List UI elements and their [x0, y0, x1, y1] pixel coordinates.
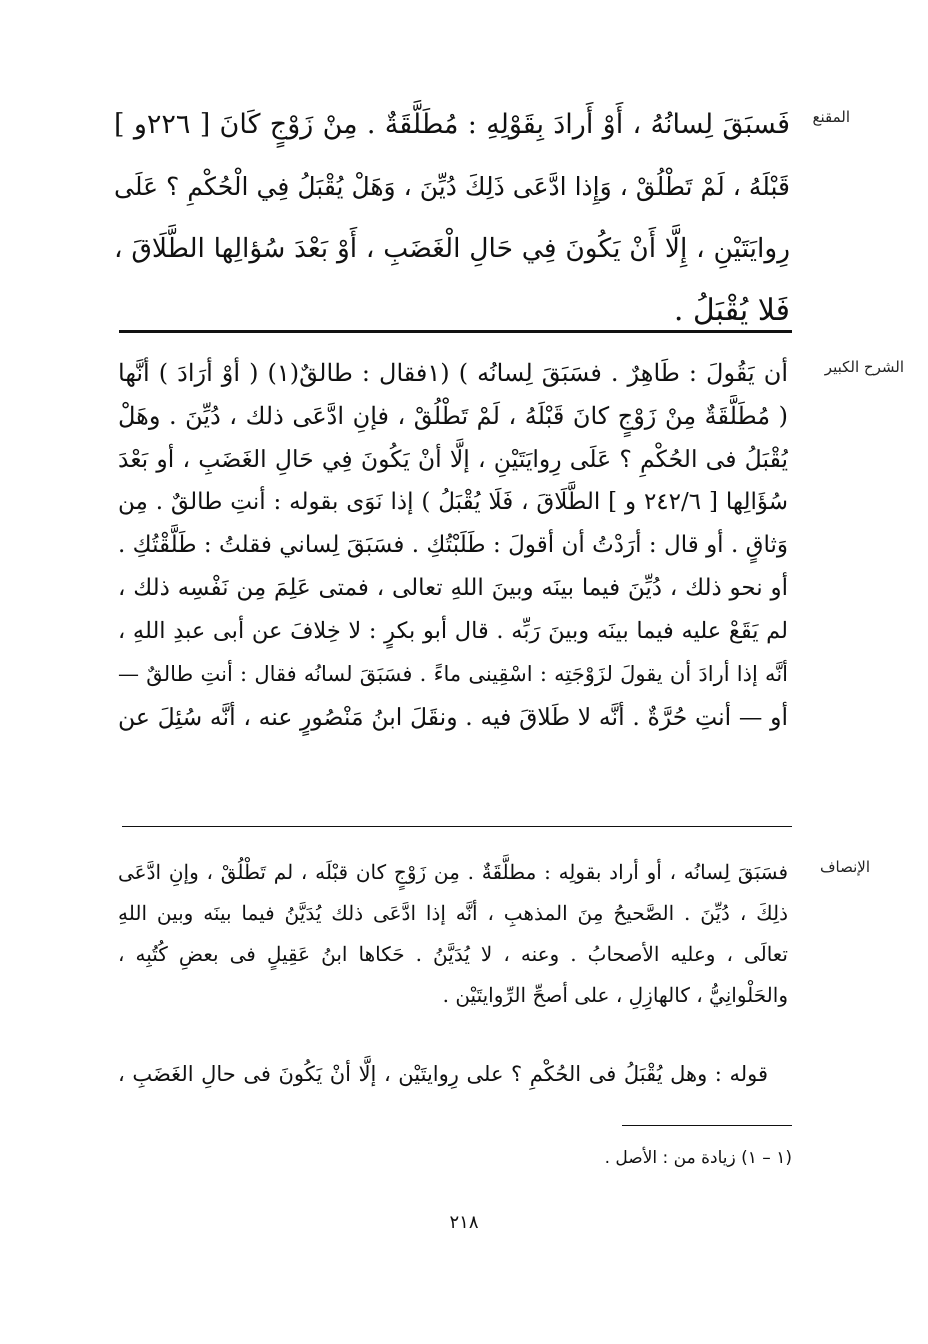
- sharh-line: لم يَقَعْ عليه فيما بينَه وبينَ رَبِّه . قال أبو بكرٍ : لا خِلافَ عن أبى عبدِ اللهِ ،: [118, 618, 788, 644]
- sharh-line: أو نحو ذلك ، دُيِّنَ فيما بينَه وبينَ اللهِ تعالى ، فمتى عَلِمَ مِن نَفْسِه ذلك ،: [118, 575, 788, 601]
- qawl-line: قوله : وهل يُقْبَلُ فى الحُكْمِ ؟ على رِوايتَيْن ، إلَّا أنْ يَكُونَ فى حالِ الغَضَبِ ،: [118, 1062, 768, 1086]
- label-insaf: الإنصاف: [819, 858, 870, 876]
- insaf-line: تعالَى ، وعليه الأصحابُ . وعنه ، لا يُدَيَّنُ . حَكاها ابنُ عَقِيلٍ فى بعضِ كُتُبِه ،: [118, 942, 788, 966]
- footnote-divider: [622, 1125, 792, 1126]
- insaf-text: [118, 852, 788, 1016]
- sharh-line: أن يَقُولَ : طَاهِرٌ . فسَبَقَ لِسانُه ) (١فقال : طالقٌ(١) ( أوْ أرَادَ ) أنَّها: [118, 359, 788, 387]
- sharh-line: يُقْبَلُ فى الحُكْمِ ؟ عَلَى رِوايَتَيْنِ ، إلَّا أنْ يَكُونَ فِي حَالِ الغَضَبِ ، أو بَعْدَ: [118, 445, 788, 473]
- page-number: ٢١٨: [449, 1212, 479, 1233]
- muqni-line: رِوايَتَيْنِ ، إِلَّا أَنْ يَكُونَ فِي حَالِ الْغَضَبِ ، أَوْ بَعْدَ سُؤالِها الطَّلَاقَ ،: [114, 233, 790, 264]
- qawl-text: [118, 1054, 768, 1095]
- label-sharh: الشرح الكبير: [824, 358, 904, 376]
- muqni-text: [114, 94, 790, 342]
- insaf-line: فسَبَقَ لِسانُه ، أو أراد بقولِه : مطلَّقَةٌ . مِن زَوْجٍ كان قبْلَه ، لم تَطْلُقْ ، وإنِ ادَّعَى: [118, 860, 788, 884]
- insaf-line: والحَلْوانِيُّ ، كالهازِلِ ، على أصحِّ الرِّوايتَيْن .: [442, 983, 788, 1007]
- sharh-line: وَثاقٍ . أو قال : أرَدْتُ أن أقولَ : طَلَبْتُكِ . فسَبَقَ لِساني فقلتُ : طَلَّقْتُكِ .: [118, 532, 788, 558]
- section-divider-thick: [119, 330, 792, 333]
- insaf-line: ذلِكَ ، دُيِّنَ . الصَّحيحُ مِنَ المذهبِ ، أنَّه إذا ادَّعَى ذلك يُدَيَّنُ فيما بينَه وبين اللهِ: [118, 901, 788, 925]
- muqni-line: فَسبَقَ لِسانُهُ ، أَوْ أَرادَ بِقَوْلِهِ : مُطَلَّقَةٌ . مِنْ زَوْجٍ كَانَ [ ٢٢٦و ]: [114, 109, 790, 140]
- sharh-line: أو — أنتِ حُرَّةٌ . أنَّه لا طَلاقَ فيه . ونقَلَ ابنُ مَنْصُورٍ عنه ، أنَّه سُئِلَ عن: [118, 703, 788, 731]
- muqni-line: فَلا يُقْبَلُ .: [673, 293, 790, 328]
- sharh-line: ( مُطَلَّقَةٌ مِنْ زَوْجٍ كانَ قَبْلَهُ ، لَمْ تَطْلُقْ ، فإنِ ادَّعَى ذلك ، دُيِّنَ . وهَلْ: [118, 402, 788, 430]
- section-divider-thin: [122, 826, 792, 827]
- footnote: (١ – ١) زيادة من : الأصل .: [604, 1148, 792, 1168]
- sharh-line: أنَّه إذا أرادَ أن يقولَ لزَوْجَتِه : اسْقِينى ماءً . فسَبَقَ لسانُه فقال : أنتِ طالقٌ —: [118, 662, 788, 686]
- label-muqni: المقنع: [812, 108, 850, 126]
- muqni-line: قَبْلَهُ ، لَمْ تَطْلُقْ ، وَإِذا ادَّعَى ذَلِكَ دُيِّنَ ، وَهَلْ يُقْبَلُ فِي الْحُكْمِ ؟ عَلَى: [114, 172, 790, 201]
- sharh-line: سُؤَالِها [ ٢٤٢/٦ و ] الطَّلَاقَ ، فَلَا يُقْبَلُ ) إذا نَوَى بقوله : أنتِ طالقٌ . مِن: [118, 489, 788, 515]
- sharh-text: [118, 352, 788, 739]
